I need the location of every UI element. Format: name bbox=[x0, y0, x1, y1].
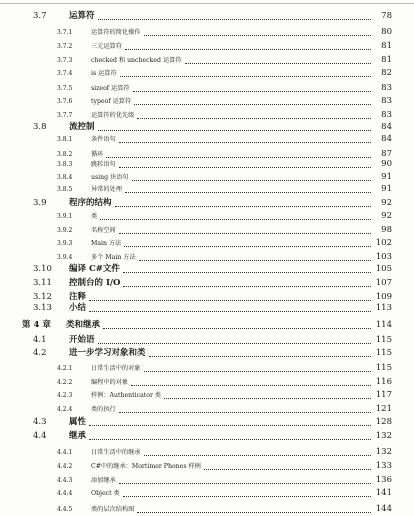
toc-entry bbox=[33, 10, 392, 23]
toc-title: 编译 C#文件 bbox=[69, 264, 120, 274]
toc-entry bbox=[57, 237, 392, 250]
toc-title: 编程中的对象 bbox=[91, 379, 129, 386]
toc-title: 类的执行 bbox=[91, 406, 116, 413]
dot-leader bbox=[119, 142, 371, 143]
toc-number: 4.1 bbox=[33, 335, 47, 345]
toc-number: 3.8.5 bbox=[57, 186, 73, 193]
toc-number: 3.8.4 bbox=[57, 174, 73, 181]
dot-leader bbox=[149, 356, 371, 357]
toc-page-number: 133 bbox=[375, 461, 392, 471]
dot-leader bbox=[119, 167, 371, 168]
toc-number: 3.8 bbox=[33, 122, 47, 132]
toc-page-number: 82 bbox=[381, 68, 392, 78]
toc-number: 3.7.7 bbox=[57, 112, 73, 119]
toc-entry bbox=[57, 210, 392, 223]
toc-number: 3.9.1 bbox=[57, 213, 73, 220]
dot-leader bbox=[139, 260, 371, 261]
toc-title: Main 方法 bbox=[91, 240, 122, 247]
toc-number: 4.2 bbox=[33, 348, 47, 358]
toc-number: 3.9 bbox=[33, 198, 47, 208]
toc-title: 开始语 bbox=[69, 335, 95, 345]
toc-number: 3.12 bbox=[33, 292, 52, 302]
toc-title: 异常的处理 bbox=[91, 186, 122, 193]
toc-page-number: 83 bbox=[381, 110, 392, 120]
toc-entry bbox=[57, 376, 392, 389]
toc-number: 4.2.1 bbox=[57, 365, 73, 372]
toc-number: 3.7.6 bbox=[57, 98, 73, 105]
toc-number: 3.8.1 bbox=[57, 136, 73, 143]
toc-number: 第 4 章 bbox=[22, 320, 51, 330]
toc-page-number: 114 bbox=[375, 320, 392, 330]
toc-page-number: 115 bbox=[375, 335, 392, 345]
toc-title: 多个 Main 方法 bbox=[91, 254, 136, 261]
toc-page-number: 116 bbox=[375, 377, 392, 387]
toc-entry bbox=[57, 446, 392, 459]
toc-title: 属性 bbox=[69, 417, 87, 427]
toc-number: 3.7.4 bbox=[57, 70, 73, 77]
toc-title: 类 bbox=[91, 213, 98, 220]
toc-entry bbox=[57, 403, 392, 416]
toc-entry bbox=[57, 474, 392, 487]
toc-title: 运算符的简化操作 bbox=[91, 29, 141, 36]
toc-title: 小结 bbox=[69, 303, 87, 313]
toc-title: 流控制 bbox=[69, 122, 95, 132]
toc-title: 运算符 bbox=[69, 11, 95, 21]
dot-leader bbox=[119, 233, 371, 234]
toc-number: 3.11 bbox=[33, 278, 52, 288]
toc-page-number: 115 bbox=[375, 348, 392, 358]
toc-number: 4.4.4 bbox=[57, 490, 73, 497]
dot-leader bbox=[131, 385, 371, 386]
dot-leader bbox=[164, 398, 371, 399]
toc-entry bbox=[57, 183, 392, 196]
toc-title: 类和继承 bbox=[66, 320, 101, 330]
toc-title: C#中的继承：Mortimer Phones 样例 bbox=[91, 463, 201, 470]
toc-title: sizeof 运算符 bbox=[91, 85, 130, 92]
toc-title: typeof 运算符 bbox=[91, 98, 132, 105]
dot-leader bbox=[98, 343, 371, 344]
toc-number: 3.7 bbox=[33, 11, 47, 21]
toc-number: 4.4 bbox=[33, 431, 47, 441]
toc-page-number: 144 bbox=[375, 504, 392, 514]
toc-title: 类的层次结构图 bbox=[91, 506, 135, 513]
dot-leader bbox=[98, 19, 371, 20]
toc-title: 跳转语句 bbox=[91, 161, 116, 168]
toc-entry bbox=[57, 40, 392, 53]
toc-page-number: 98 bbox=[381, 225, 392, 235]
toc-number: 4.2.3 bbox=[57, 392, 73, 399]
toc-page-number: 103 bbox=[375, 252, 392, 262]
toc-number: 3.9.3 bbox=[57, 240, 73, 247]
toc-page-number: 132 bbox=[375, 447, 392, 457]
dot-leader bbox=[144, 35, 372, 36]
toc-entry bbox=[33, 197, 392, 210]
dot-leader bbox=[89, 300, 371, 301]
toc-entry bbox=[57, 362, 392, 375]
dot-leader bbox=[132, 180, 371, 181]
dot-leader bbox=[89, 311, 371, 312]
toc-entry bbox=[33, 430, 392, 443]
toc-title: 条件语句 bbox=[91, 136, 116, 143]
toc-title: 程序的结构 bbox=[69, 198, 112, 208]
toc-page-number: 84 bbox=[381, 122, 392, 132]
dot-leader bbox=[123, 496, 371, 497]
toc-title: 运算符的优先级 bbox=[91, 112, 135, 119]
dot-leader bbox=[89, 439, 371, 440]
toc-title: 进一步学习对象和类 bbox=[69, 348, 146, 358]
toc-title: 日常生活中的对象 bbox=[91, 365, 141, 372]
toc-number: 4.4.2 bbox=[57, 463, 73, 470]
dot-leader bbox=[144, 455, 372, 456]
toc-title: is 运算符 bbox=[91, 70, 117, 77]
toc-page-number: 128 bbox=[375, 417, 392, 427]
dot-leader bbox=[119, 412, 371, 413]
toc-page-number: 84 bbox=[381, 134, 392, 144]
dot-leader bbox=[100, 219, 371, 220]
toc-page-number: 90 bbox=[381, 159, 392, 169]
dot-leader bbox=[144, 371, 372, 372]
toc-entry bbox=[33, 263, 392, 276]
toc-title: 日常生活中的继承 bbox=[91, 449, 141, 456]
dot-leader bbox=[98, 130, 371, 131]
toc-number: 4.2.2 bbox=[57, 379, 73, 386]
toc-entry bbox=[57, 26, 392, 39]
toc-title: 注释 bbox=[69, 292, 87, 302]
toc-number: 3.7.5 bbox=[57, 85, 73, 92]
toc-title: 添加继承 bbox=[91, 477, 116, 484]
toc-number: 3.8.3 bbox=[57, 161, 73, 168]
dot-leader bbox=[125, 49, 371, 50]
toc-page-number: 107 bbox=[375, 278, 392, 288]
toc-page-number: 91 bbox=[381, 184, 392, 194]
toc-page-number: 81 bbox=[381, 55, 392, 65]
toc-page-number: 81 bbox=[381, 41, 392, 51]
toc-page-number: 92 bbox=[381, 198, 392, 208]
toc-page-number: 105 bbox=[375, 264, 392, 274]
dot-leader bbox=[89, 425, 371, 426]
dot-leader bbox=[137, 118, 371, 119]
dot-leader bbox=[124, 246, 371, 247]
toc-page-number: 132 bbox=[375, 431, 392, 441]
toc-title: using 块语句 bbox=[91, 174, 129, 181]
toc-page-number: 109 bbox=[375, 292, 392, 302]
toc-entry bbox=[33, 416, 392, 429]
toc-number: 3.13 bbox=[33, 303, 52, 313]
dot-leader bbox=[204, 469, 371, 470]
toc-number: 3.9.4 bbox=[57, 254, 73, 261]
toc-title: 控制台的 I/O bbox=[69, 278, 121, 288]
toc-number: 3.10 bbox=[33, 264, 52, 274]
toc-title: 三元运算符 bbox=[91, 43, 122, 50]
dot-leader bbox=[123, 286, 371, 287]
toc-title: 继承 bbox=[69, 431, 87, 441]
toc-page-number: 115 bbox=[375, 363, 392, 373]
toc-entry bbox=[57, 82, 392, 95]
toc-number: 4.4.3 bbox=[57, 477, 73, 484]
toc-title: 循环 bbox=[91, 151, 104, 158]
toc-page-number: 92 bbox=[381, 211, 392, 221]
toc-entry bbox=[33, 347, 392, 360]
top-rule bbox=[0, 3, 414, 4]
toc-number: 4.4.1 bbox=[57, 449, 73, 456]
toc-entry bbox=[57, 54, 392, 67]
toc-entry bbox=[22, 319, 392, 332]
toc-entry bbox=[57, 389, 392, 402]
toc-entry bbox=[33, 302, 392, 315]
dot-leader bbox=[137, 512, 371, 513]
toc-entry bbox=[33, 277, 392, 290]
dot-leader bbox=[123, 272, 371, 273]
toc-number: 4.4.5 bbox=[57, 506, 73, 513]
toc-entry bbox=[57, 503, 392, 516]
toc-entry bbox=[57, 460, 392, 473]
dot-leader bbox=[125, 192, 371, 193]
toc-entry bbox=[57, 95, 392, 108]
toc-entry bbox=[57, 158, 392, 171]
toc-number: 3.7.2 bbox=[57, 43, 73, 50]
dot-leader bbox=[103, 328, 371, 329]
toc-title: checked 和 unchecked 运算符 bbox=[91, 57, 182, 64]
dot-leader bbox=[133, 91, 371, 92]
toc-title: Object 类 bbox=[91, 490, 120, 497]
toc-page-number: 87 bbox=[381, 149, 392, 159]
toc-number: 3.7.1 bbox=[57, 29, 73, 36]
toc-entry bbox=[57, 67, 392, 80]
toc-entry bbox=[33, 334, 392, 347]
dot-leader bbox=[134, 104, 371, 105]
toc-number: 3.9.2 bbox=[57, 227, 73, 234]
toc-number: 4.3 bbox=[33, 417, 47, 427]
toc-number: 3.8.2 bbox=[57, 151, 73, 158]
toc-page-number: 141 bbox=[375, 488, 392, 498]
dot-leader bbox=[185, 63, 371, 64]
toc-page-number: 80 bbox=[381, 27, 392, 37]
dot-leader bbox=[119, 483, 371, 484]
toc-page-number: 78 bbox=[381, 11, 392, 21]
toc-page-number: 83 bbox=[381, 83, 392, 93]
toc-page-number: 83 bbox=[381, 96, 392, 106]
toc-entry bbox=[57, 224, 392, 237]
dot-leader bbox=[115, 206, 371, 207]
toc-number: 4.2.4 bbox=[57, 406, 73, 413]
toc-title: 名称空间 bbox=[91, 227, 116, 234]
toc-page-number: 113 bbox=[375, 303, 392, 313]
toc-page-number: 121 bbox=[375, 404, 392, 414]
dot-leader bbox=[120, 76, 371, 77]
toc-page-number: 136 bbox=[375, 475, 392, 485]
toc-number: 3.7.3 bbox=[57, 57, 73, 64]
toc-entry bbox=[57, 487, 392, 500]
toc-page-number: 91 bbox=[381, 172, 392, 182]
toc-page-number: 102 bbox=[375, 238, 392, 248]
toc-page-number: 117 bbox=[375, 390, 392, 400]
toc-title: 样例：Authenticator 类 bbox=[91, 392, 162, 399]
toc-entry bbox=[57, 133, 392, 146]
